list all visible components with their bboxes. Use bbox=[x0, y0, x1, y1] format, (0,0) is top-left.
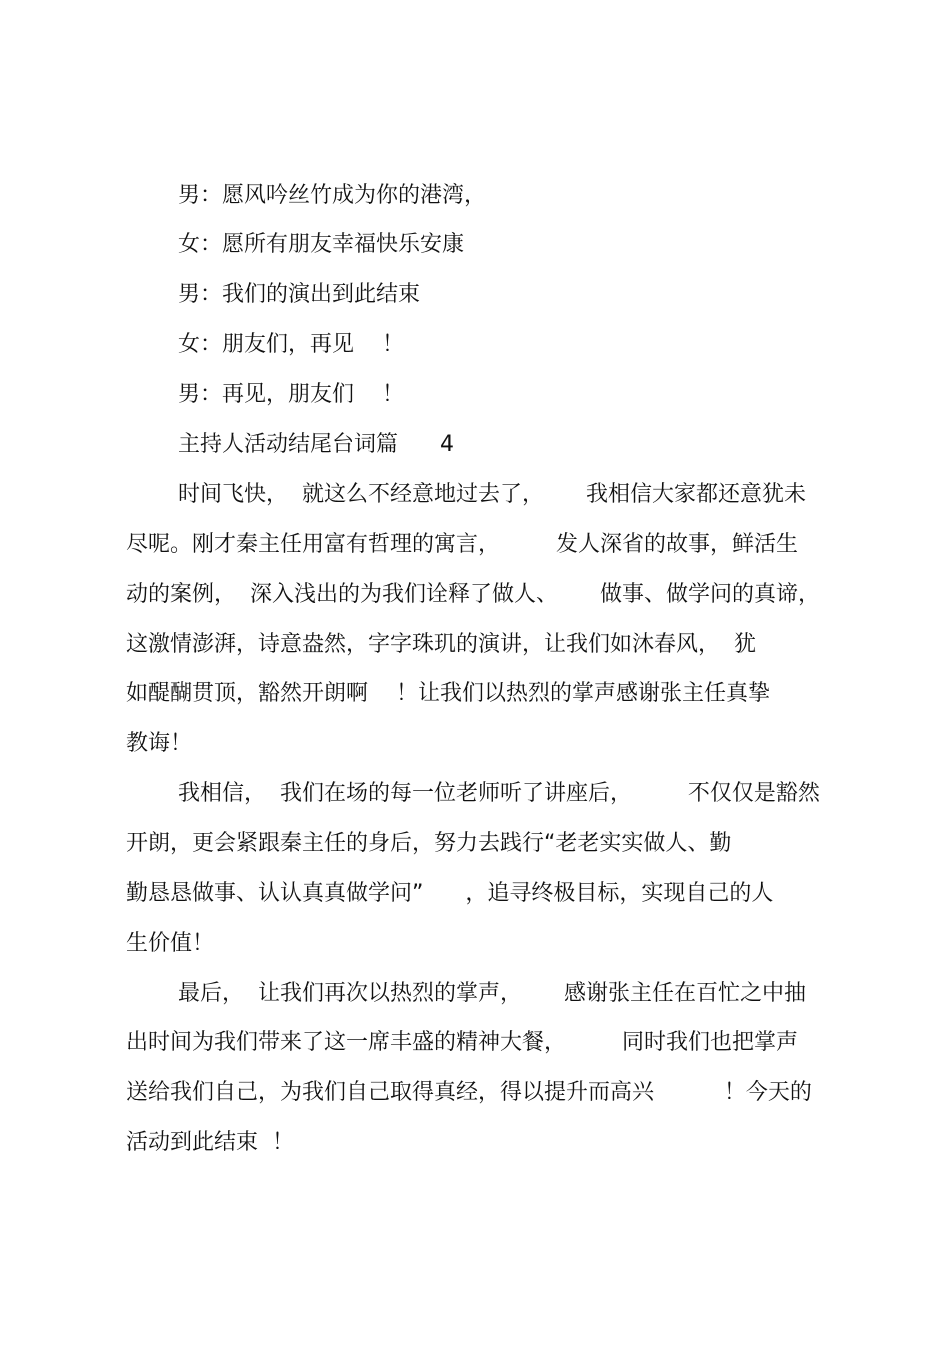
paragraph-line: 生价值！ bbox=[126, 931, 215, 956]
paragraph-line: 教诲！ bbox=[126, 731, 193, 756]
paragraph-line: 动的案例， 深入浅出的为我们诠释了做人、 做事、做学问的真谛， bbox=[126, 582, 820, 607]
paragraph-line: 送给我们自己，为我们自己取得真经，得以提升而高兴 ！今天的 bbox=[126, 1080, 812, 1105]
dialogue-line: 男：再见，朋友们 ！ bbox=[178, 382, 404, 407]
dialogue-line: 女：愿所有朋友幸福快乐安康 bbox=[178, 232, 465, 257]
paragraph-line: 活动到此结束 ！ bbox=[126, 1130, 294, 1155]
paragraph-line: 时间飞快， 就这么不经意地过去了， 我相信大家都还意犹未 bbox=[178, 482, 806, 507]
paragraph-line: 尽呢。刚才秦主任用富有哲理的寓言， 发人深省的故事，鲜活生 bbox=[126, 532, 798, 557]
dialogue-line: 女：朋友们，再见 ！ bbox=[178, 332, 404, 357]
section-title: 主持人活动结尾台词篇 4 bbox=[178, 432, 454, 457]
paragraph-line: 最后， 让我们再次以热烈的掌声， 感谢张主任在百忙之中抽 bbox=[178, 981, 806, 1006]
paragraph-line: 如醍醐贯顶，豁然开朗啊 ！让我们以热烈的掌声感谢张主任真挚 bbox=[126, 681, 770, 706]
paragraph-line: 开朗，更会紧跟秦主任的身后，努力去践行“老老实实做人、勤 bbox=[126, 831, 732, 856]
paragraph-line: 这激情澎湃，诗意盎然，字字珠玑的演讲，让我们如沐春风， 犹 bbox=[126, 632, 756, 657]
paragraph-line: 勤恳恳做事、认认真真做学问” ，追寻终极目标，实现自己的人 bbox=[126, 881, 774, 906]
paragraph-line: 我相信， 我们在场的每一位老师听了讲座后， 不仅仅是豁然 bbox=[178, 781, 820, 806]
paragraph-line: 出时间为我们带来了这一席丰盛的精神大餐， 同时我们也把掌声 bbox=[126, 1030, 798, 1055]
dialogue-line: 男：愿风吟丝竹成为你的港湾， bbox=[178, 183, 487, 208]
dialogue-line: 男：我们的演出到此结束 bbox=[178, 282, 421, 307]
